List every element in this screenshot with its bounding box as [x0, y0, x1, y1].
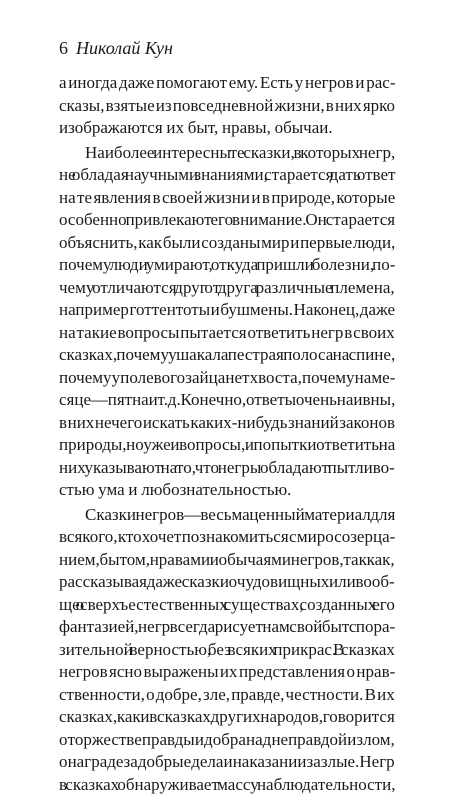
text-line: не обладая научными знаниями, старается дать ответ — [59, 165, 396, 184]
text-line: а иногда даже помогают ему. Есть у негров и рас- — [59, 73, 396, 92]
text-line: сказках, как и в сказках других народов, говорится — [59, 707, 395, 726]
text-line: природы, но уже и вопросы, и попытки ответить на — [59, 435, 396, 454]
text-line: Сказки негров — весьма ценный материал для — [85, 504, 396, 524]
text-line: о торжестве правды и добра над неправдой и злом, — [59, 729, 395, 749]
text-line: объяснить, как были созданы мир и первые люди, — [59, 232, 396, 252]
text-line: на такие вопросы пытается ответить негр в своих — [59, 322, 395, 342]
text-line: ще о сверхъестественных существах, созданных его — [59, 594, 395, 614]
text-line: изображаются их быт, нравы, обычаи. — [59, 118, 333, 137]
text-line: зительной верностью, без всяких прикрас. В сказках — [59, 639, 395, 659]
author-name: Николай Кун — [76, 38, 173, 58]
text-line: чему отличаются друг от друга различные племена, — [59, 277, 395, 297]
text-line: Наиболее интересны те сказки, в которых негр, — [85, 142, 396, 162]
text-line: сказы, взятые из повседневной жизни, в них ярко — [59, 95, 396, 115]
text-line: почему у полевого зайца нет хвоста, почему на ме- — [59, 367, 396, 387]
text-line: особенно привлекают его внимание. Он старается — [59, 210, 396, 229]
text-line: нием, бытом, нравами и обычаями негров, так как, — [59, 549, 395, 569]
text-line: рассказывая даже сказки о чудовищных или вооб- — [59, 572, 395, 591]
text-line: почему люди умирают, откуда пришли болезни, по- — [59, 255, 396, 274]
text-line: них указывают на то, что негры обладают пытливо- — [59, 457, 395, 477]
paragraph — [59, 142, 395, 502]
text-line: в сказках обнаруживает массу наблюдательности, — [59, 774, 396, 794]
body-text — [59, 72, 395, 798]
text-line: негров ясно выражены их представления о нрав- — [59, 662, 396, 681]
running-header — [59, 37, 173, 59]
text-line: о награде за добрые дела и наказании за злые. Негр — [59, 752, 395, 771]
text-line: в них нечего искать каких-нибудь знаний законов — [59, 412, 396, 432]
paragraph — [59, 504, 395, 797]
text-line: например готтентоты и бушмены. Наконец, даже — [59, 300, 396, 319]
text-line: стью ума и любознательностью. — [59, 480, 292, 499]
page-number: 6 — [59, 38, 68, 58]
text-line: фантазией, негр всегда рисует нам свой быт с пора- — [59, 617, 396, 636]
text-line: всякого, кто хочет познакомиться с миросозерца- — [59, 527, 396, 546]
text-line: сяце — пятна и т. д. Конечно, ответы очень наивны, — [59, 390, 396, 409]
text-line: ственности, о добре, зле, правде, честности. В их — [59, 684, 395, 704]
paragraph — [59, 72, 395, 140]
text-line: сказках, почему у шакала пестрая полоса на спине, — [59, 345, 396, 364]
text-line: на те явления в своей жизни и в природе, которые — [59, 187, 396, 207]
